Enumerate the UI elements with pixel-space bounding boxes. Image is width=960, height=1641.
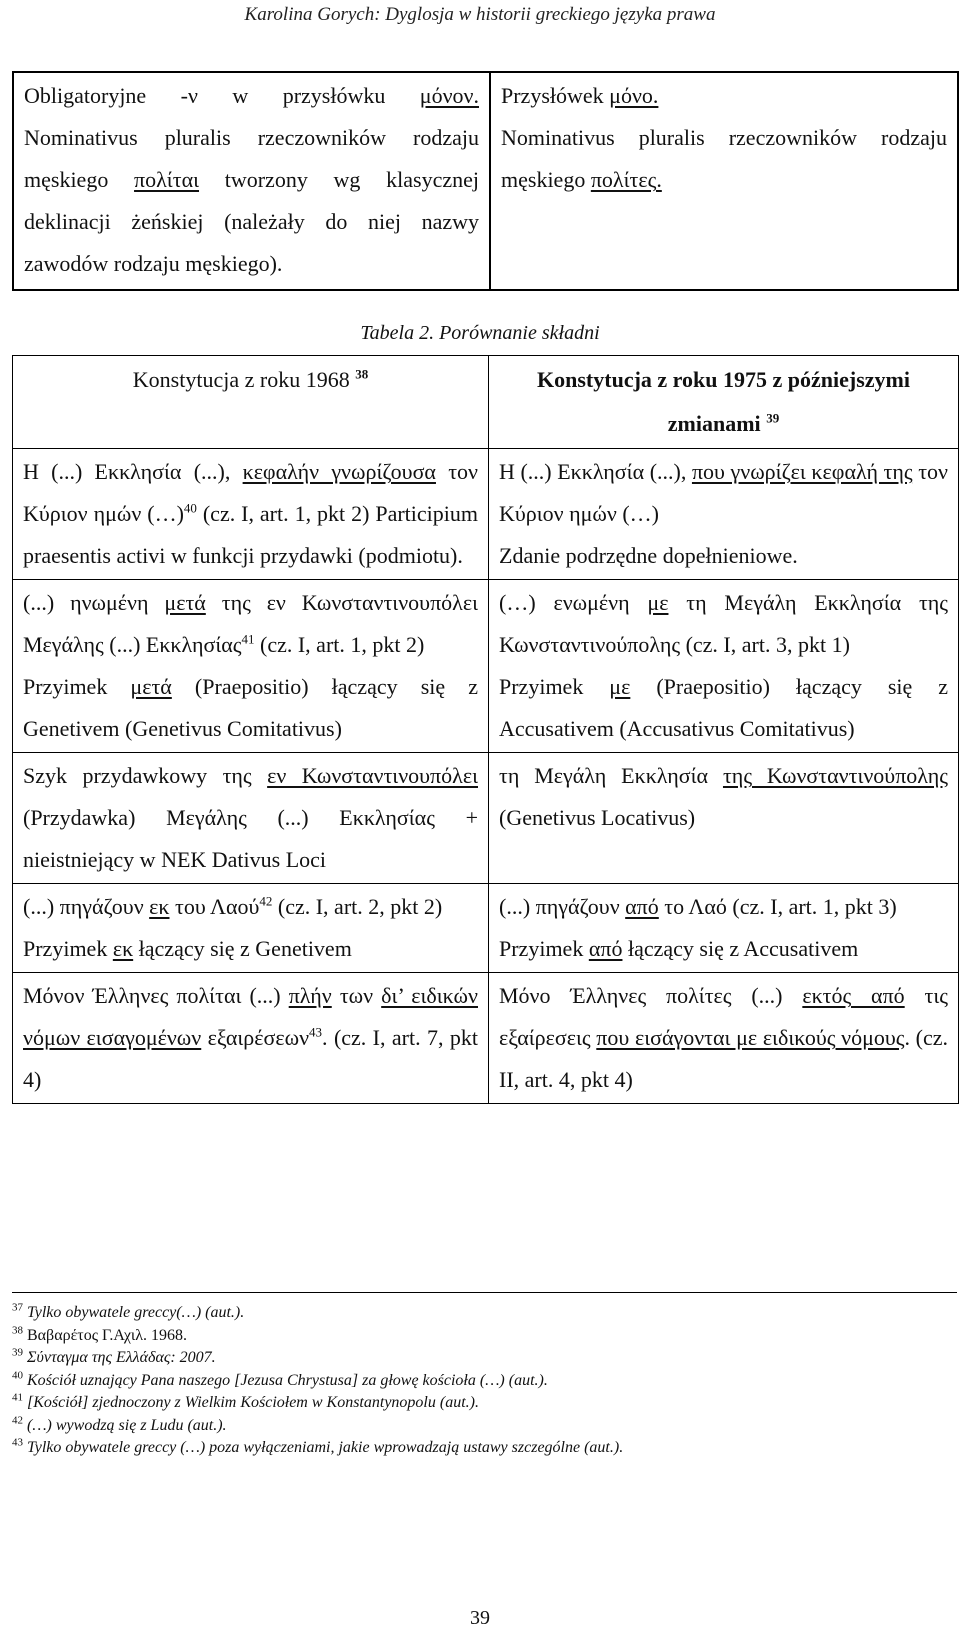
table1-left-cell: Obligatoryjne -ν w przysłówku μόνον. Nominativus pluralis rzeczowników rodzaju męskiego πολίται tworzony wg klasycznej deklinacji żeńskiej (należały do niej nazwy zawodów rodzaju męskiego). — [13, 72, 490, 290]
footnote: $^{39}$ Σύνταγμα της Ελλάδας: 2007. — [12, 1346, 216, 1366]
footnote: $^{41}$ [Kościół] zjednoczony z Wielkim Kościołem w Konstantynopolu (aut.). — [12, 1391, 479, 1411]
row3-left: Szyk przydawkowy της εν Κωνσταντινουπόλει (Przydawka) Μεγάλης (...) Εκκλησίας + nieistniejący w NEK Dativus Loci — [13, 753, 489, 884]
header-1975: Konstytucja z roku 1975 z późniejszymi zmianami $^{39}$ — [489, 356, 959, 449]
footnote: $^{38}$ Βαβαρέτος Γ.Αχιλ. 1968. — [12, 1324, 187, 1344]
row4-right: (...) πηγάζουν από το Λαό (cz. I, art. 1, pkt 3) Przyimek από łączący się z Accusativem — [489, 884, 959, 973]
footnote: $^{43}$ Tylko obywatele greccy (…) poza wyłączeniami, jakie wprowadzają ustawy szczególne (aut.). — [12, 1436, 624, 1456]
row5-left: Μόνον Έλληνες πολίται (...) πλήν των δι’ ειδικών νόμων εισαγομένων εξαιρέσεων$^{43}$. (cz. I, art. 7, pkt 4) — [13, 973, 489, 1104]
row1-left: Η (...) Εκκλησία (...), κεφαλήν γνωρίζουσα τον Κύριον ημών (…)$^{40}$ (cz. I, art. 1, pkt 2) Participium praesentis activi w funkcji przydawki (podmiotu). — [13, 449, 489, 580]
row3-right: τη Μεγάλη Εκκλησία της Κωνσταντινούπολης (Genetivus Locativus) — [489, 753, 959, 884]
row2-left: (...) ηνωμένη μετά της εν Κωνσταντινουπόλει Μεγάλης (...) Εκκλησίας$^{41}$ (cz. I, art. 1, pkt 2) Przyimek μετά (Praepositio) łączący się z Genetivem (Genetivus Comitativus) — [13, 580, 489, 753]
table-caption: Tabela 2. Porównanie składni — [360, 322, 600, 344]
page-number: 39 — [470, 1607, 490, 1629]
footnote-separator — [12, 1292, 957, 1293]
footnote: $^{42}$ (…) wywodzą się z Ludu (aut.). — [12, 1414, 227, 1434]
footnote: $^{37}$ Tylko obywatele greccy(…) (aut.). — [12, 1301, 245, 1321]
table1-right-cell: Przysłówek μόνο. Nominativus pluralis rzeczowników rodzaju męskiego πολίτες. — [490, 72, 958, 290]
row4-left: (...) πηγάζουν εκ του Λαού$^{42}$ (cz. I, art. 2, pkt 2) Przyimek εκ łączący się z Genetivem — [13, 884, 489, 973]
footnote: $^{40}$ Kościół uznający Pana naszego [Jezusa Chrystusa] za głowę kościoła (…) (aut.). — [12, 1369, 548, 1389]
row2-right: (…) ενωμένη με τη Μεγάλη Εκκλησία της Κωνσταντινούπολης (cz. I, art. 3, pkt 1) Przyimek με (Praepositio) łączący się z Accusativem (Accusativus Comitativus) — [489, 580, 959, 753]
row5-right: Μόνο Έλληνες πολίτες (...) εκτός από τις εξαίρεσεις που εισάγονται με ειδικούς νόμους. (cz. II, art. 4, pkt 4) — [489, 973, 959, 1104]
footnotes — [12, 1302, 957, 1460]
comparison-table-2 — [12, 355, 959, 1104]
header-1968: Konstytucja z roku 1968 $^{38}$ — [13, 356, 489, 449]
running-header: Karolina Gorych: Dyglosja w historii greckiego języka prawa — [244, 4, 716, 25]
comparison-table-1 — [12, 71, 959, 291]
row1-right: Η (...) Εκκλησία (...), που γνωρίζει κεφαλή της τον Κύριον ημών (…) Zdanie podrzędne dopełnieniowe. — [489, 449, 959, 580]
